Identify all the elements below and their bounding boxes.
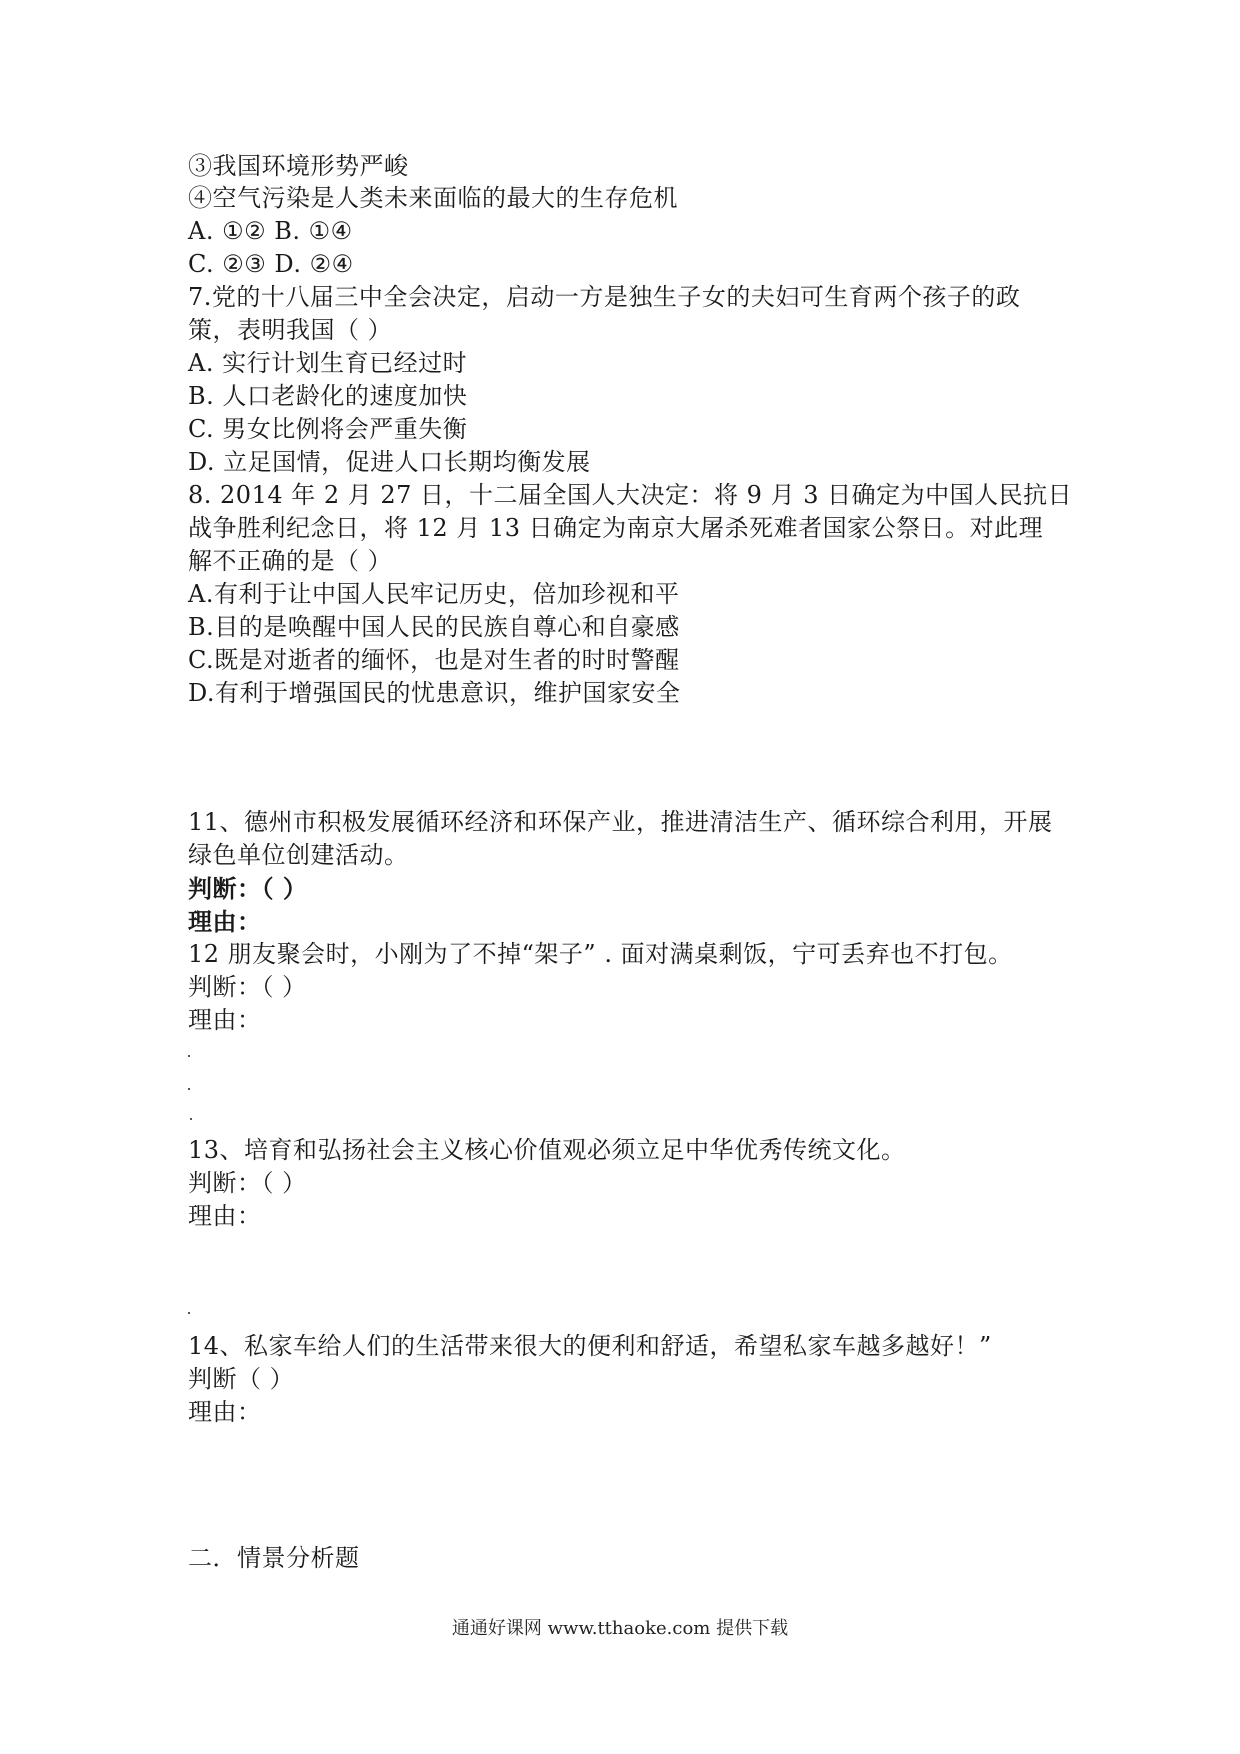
section-heading: 二．情景分析题 xyxy=(188,1544,360,1572)
question-13-judgment: 判断：（ ） xyxy=(188,1169,307,1197)
question-14-text: 14、私家车给人们的生活带来很大的便利和舒适，希望私家车越多越好！” xyxy=(188,1332,992,1360)
question-8-option-c: C.既是对逝者的缅怀，也是对生者的时时警醒 xyxy=(188,646,680,674)
question-12-reason: 理由： xyxy=(188,1006,262,1034)
question-11-text-cont: 绿色单位创建活动。 xyxy=(188,841,409,869)
question-11-text: 11、德州市积极发展循环经济和环保产业，推进清洁生产、循环综合利用，开展 xyxy=(188,808,1053,836)
question-7-option-d: D. 立足国情，促进人口长期均衡发展 xyxy=(188,448,591,476)
answer-choices-cd: C. ②③ D. ②④ xyxy=(188,250,354,278)
question-11-judgment: 判断：（ ） xyxy=(188,874,308,903)
question-7-option-c: C. 男女比例将会严重失衡 xyxy=(188,415,468,443)
question-7-option-a: A. 实行计划生育已经过时 xyxy=(188,349,468,377)
answer-choices-ab: A. ①② B. ①④ xyxy=(188,217,353,245)
question-8-text-cont: 战争胜利纪念日，将 12 月 13 日确定为南京大屠杀死难者国家公祭日。对此理 xyxy=(188,514,1044,542)
question-8-option-b: B.目的是唤醒中国人民的民族自尊心和自豪感 xyxy=(188,613,680,641)
question-8-option-d: D.有利于增强国民的忧患意识，维护国家安全 xyxy=(188,679,681,707)
question-12-text: 12 朋友聚会时，小刚为了不掉“架子” . 面对满桌剩饭，宁可丢弃也不打包。 xyxy=(188,940,1013,968)
scan-speck xyxy=(188,1055,190,1057)
page-footer: 通通好课网 www.tthaoke.com 提供下载 xyxy=(451,1618,789,1639)
option-3-line: ③我国环境形势严峻 xyxy=(188,152,409,180)
question-13-reason: 理由： xyxy=(188,1202,262,1230)
question-8-text: 8. 2014 年 2 月 27 日，十二届全国人大决定：将 9 月 3 日确定为中国人民抗日 xyxy=(188,481,1073,509)
question-14-judgment: 判断（ ） xyxy=(188,1365,295,1393)
scan-speck xyxy=(188,1088,190,1090)
question-11-reason: 理由： xyxy=(188,907,262,936)
question-8-text-cont2: 解不正确的是（ ） xyxy=(188,547,393,575)
scan-speck xyxy=(190,1118,192,1120)
question-14-reason: 理由： xyxy=(188,1398,262,1426)
option-4-line: ④空气污染是人类未来面临的最大的生存危机 xyxy=(188,184,678,212)
question-12-judgment: 判断：（ ） xyxy=(188,973,307,1001)
scan-speck xyxy=(188,1312,190,1314)
question-8-option-a: A.有利于让中国人民牢记历史，倍加珍视和平 xyxy=(188,580,680,608)
question-7-option-b: B. 人口老龄化的速度加快 xyxy=(188,382,468,410)
question-7-text-cont: 策，表明我国（ ） xyxy=(188,316,393,344)
question-7-text: 7.党的十八届三中全会决定，启动一方是独生子女的夫妇可生育两个孩子的政 xyxy=(188,283,1021,311)
question-13-text: 13、培育和弘扬社会主义核心价值观必须立足中华优秀传统文化。 xyxy=(188,1136,906,1164)
